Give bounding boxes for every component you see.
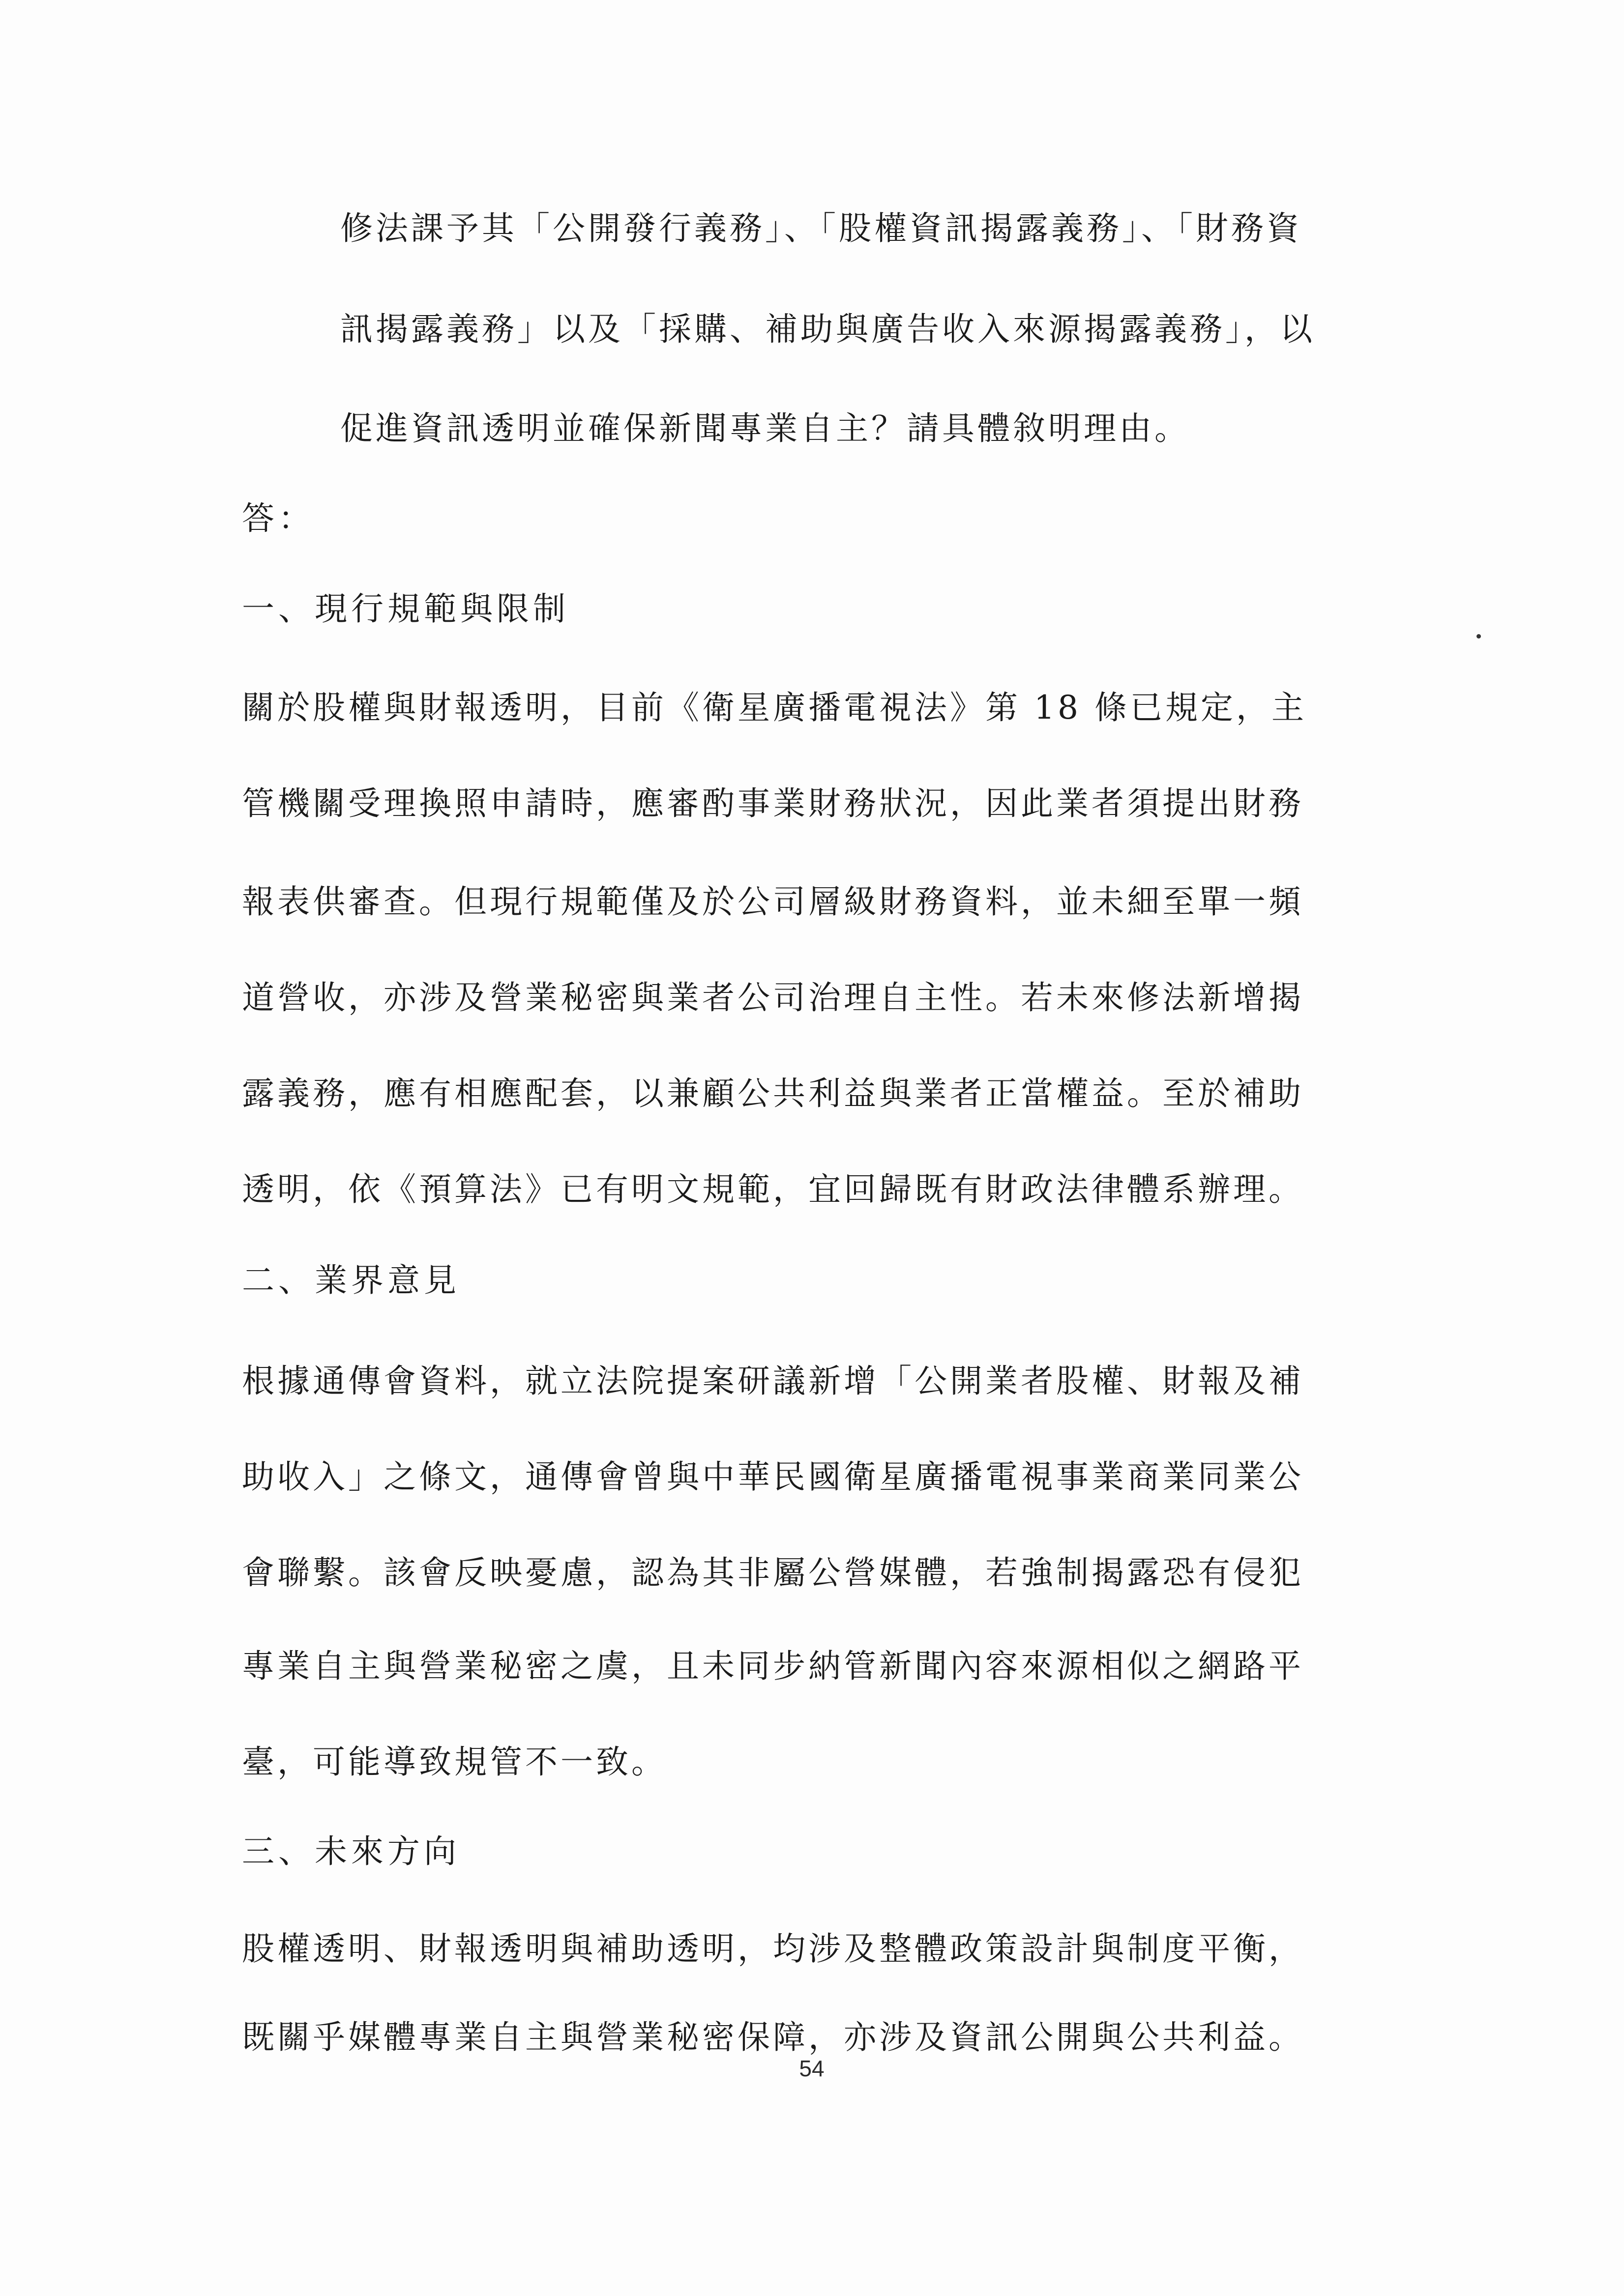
section-2-line-2: 助收入」之條文，通傳會曾與中華民國衛星廣播電視事業商業同業公 (242, 1458, 1304, 1496)
section-3-line-2: 既關乎媒體專業自主與營業秘密保障，亦涉及資訊公開與公共利益。 (242, 2018, 1304, 2056)
section-3-line-1: 股權透明、財報透明與補助透明，均涉及整體政策設計與制度平衡， (242, 1930, 1304, 1968)
section-2-line-4: 專業自主與營業秘密之虞，且未同步納管新聞內容來源相似之網路平 (242, 1647, 1304, 1685)
section-2-line-1: 根據通傳會資料，就立法院提案研議新增「公開業者股權、財報及補 (242, 1362, 1304, 1400)
section-1-line-1: 關於股權與財報透明，目前《衛星廣播電視法》第 18 條已規定，主 (242, 689, 1307, 727)
section-2-line-3: 會聯繫。該會反映憂慮，認為其非屬公營媒體，若強制揭露恐有侵犯 (242, 1554, 1304, 1592)
question-line-3: 促進資訊透明並確保新聞專業自主？請具體敘明理由。 (340, 409, 1190, 447)
section-2-line-5: 臺，可能導致規管不一致。 (242, 1743, 667, 1781)
section-1-line-3: 報表供審查。但現行規範僅及於公司層級財務資料，並未細至單一頻 (242, 883, 1304, 921)
answer-label: 答： (242, 499, 315, 537)
section-heading-3: 三、未來方向 (242, 1832, 460, 1870)
section-1-line-4: 道營收，亦涉及營業秘密與業者公司治理自主性。若未來修法新增揭 (242, 979, 1304, 1017)
question-line-2: 訊揭露義務」以及「採購、補助與廣告收入來源揭露義務」，以 (340, 310, 1315, 348)
section-heading-2: 二、業界意見 (242, 1261, 460, 1299)
scan-speck (1476, 634, 1481, 639)
question-line-1: 修法課予其「公開發行義務」、「股權資訊揭露義務」、「財務資 (340, 209, 1302, 247)
section-1-line-2: 管機關受理換照申請時，應審酌事業財務狀況，因此業者須提出財務 (242, 785, 1304, 822)
section-1-line-5: 露義務，應有相應配套，以兼顧公共利益與業者正當權益。至於補助 (242, 1075, 1304, 1112)
section-heading-1: 一、現行規範與限制 (242, 590, 569, 628)
page-number: 54 (799, 2056, 825, 2081)
section-1-line-6: 透明，依《預算法》已有明文規範，宜回歸既有財政法律體系辦理。 (242, 1170, 1304, 1208)
